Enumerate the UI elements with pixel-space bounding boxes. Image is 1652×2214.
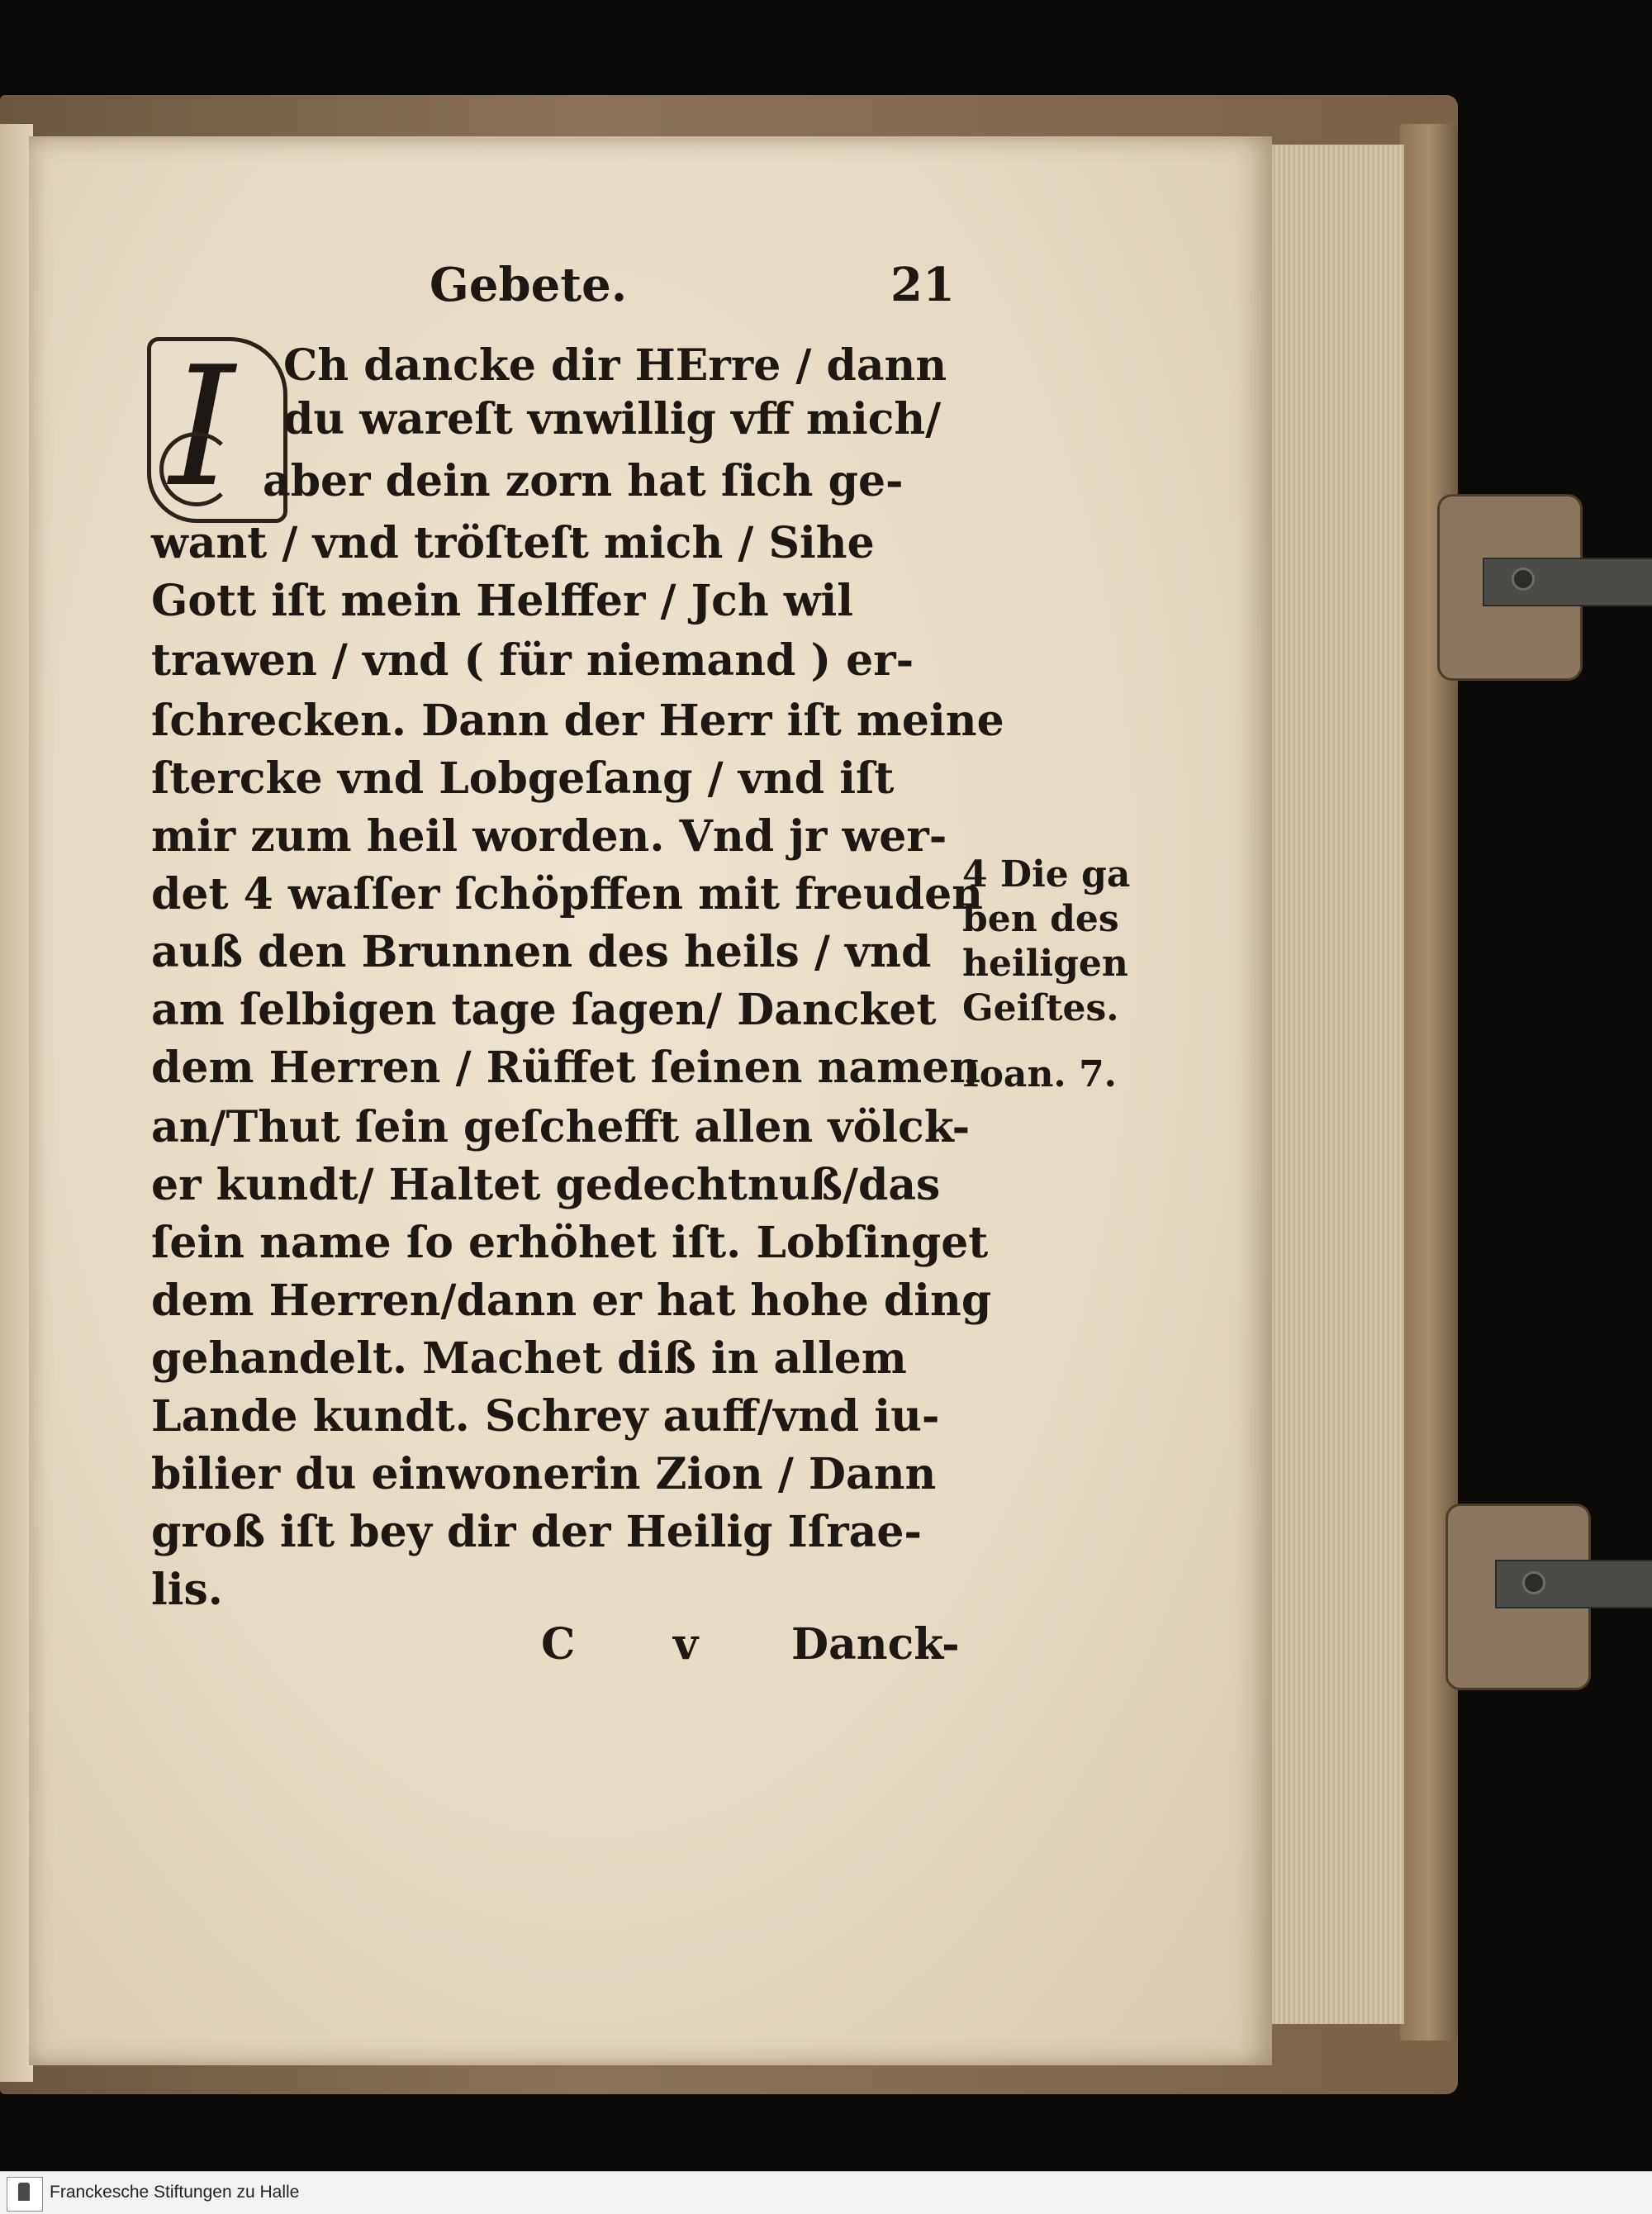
- institution-name: Franckesche Stiftungen zu Halle: [50, 2183, 300, 2202]
- text-line: dem Herren/dann er hat hohe ding: [151, 1276, 992, 1326]
- margin-note-line: Geiſtes.: [962, 987, 1119, 1029]
- text-line: aber dein zorn hat ſich ge-: [263, 456, 904, 506]
- text-line: auß den Brunnen des heils / vnd: [151, 927, 932, 977]
- text-line: det 4 waſſer ſchöpffen mit freuden: [151, 869, 983, 919]
- text-line: dem Herren / Rüffet ſeinen namen: [151, 1043, 980, 1093]
- lower-clasp-bar: [1495, 1560, 1652, 1608]
- running-header: Gebete.: [430, 258, 628, 312]
- text-line: mir zum heil worden. Vnd jr wer-: [151, 811, 947, 862]
- page-number: 21: [890, 258, 955, 312]
- margin-note-line: 4 Die ga: [962, 853, 1131, 896]
- margin-note-line: Ioan. 7.: [962, 1053, 1117, 1095]
- text-line: Gott iſt mein Helffer / Jch wil: [151, 576, 854, 626]
- text-line: du wareſt vnwillig vff mich/: [283, 394, 942, 444]
- left-page-edge: [0, 124, 33, 2082]
- signature-number: v: [673, 1619, 699, 1670]
- viewer-footer: [0, 2171, 1652, 2214]
- initial-letter: I: [169, 331, 235, 524]
- institution-logo-icon: [7, 2177, 43, 2212]
- text-line: Lande kundt. Schrey auff/vnd iu-: [151, 1391, 940, 1442]
- text-line: trawen / vnd ( für niemand ) er-: [151, 635, 914, 686]
- initial-ornament: [159, 432, 234, 506]
- margin-note-line: ben des: [962, 898, 1119, 940]
- signature-mark: C: [541, 1619, 576, 1670]
- margin-note-line: heiligen: [962, 943, 1128, 985]
- text-line: bilier du einwonerin Zion / Dann: [151, 1449, 937, 1499]
- text-line: am ſelbigen tage ſagen/ Dancket: [151, 985, 937, 1035]
- text-line: lis.: [151, 1565, 223, 1615]
- text-line: groß iſt bey dir der Heilig Iſrae-: [151, 1507, 923, 1557]
- text-line: ſein name ſo erhöhet iſt. Lobſinget: [151, 1218, 989, 1268]
- upper-clasp-bar: [1483, 558, 1652, 606]
- catchword: Danck-: [791, 1619, 960, 1670]
- text-line: ſchrecken. Dann der Herr iſt meine: [151, 696, 1004, 746]
- upper-clasp-rivet: [1512, 568, 1535, 591]
- cover-edge-right: [1400, 124, 1458, 2041]
- text-line: an/Thut ſein geſchefft allen völck-: [151, 1102, 971, 1152]
- text-line: want / vnd tröſteſt mich / Sihe: [151, 518, 875, 568]
- page-fore-edge: [1272, 145, 1404, 2024]
- text-line: ſtercke vnd Lobgeſang / vnd iſt: [151, 753, 895, 804]
- text-line: gehandelt. Machet diß in allem: [151, 1333, 907, 1384]
- lower-clasp-rivet: [1522, 1571, 1545, 1594]
- text-line: Ch dancke dir HErre / dann: [283, 340, 947, 391]
- text-line: er kundt/ Haltet gedechtnuß/das: [151, 1160, 941, 1210]
